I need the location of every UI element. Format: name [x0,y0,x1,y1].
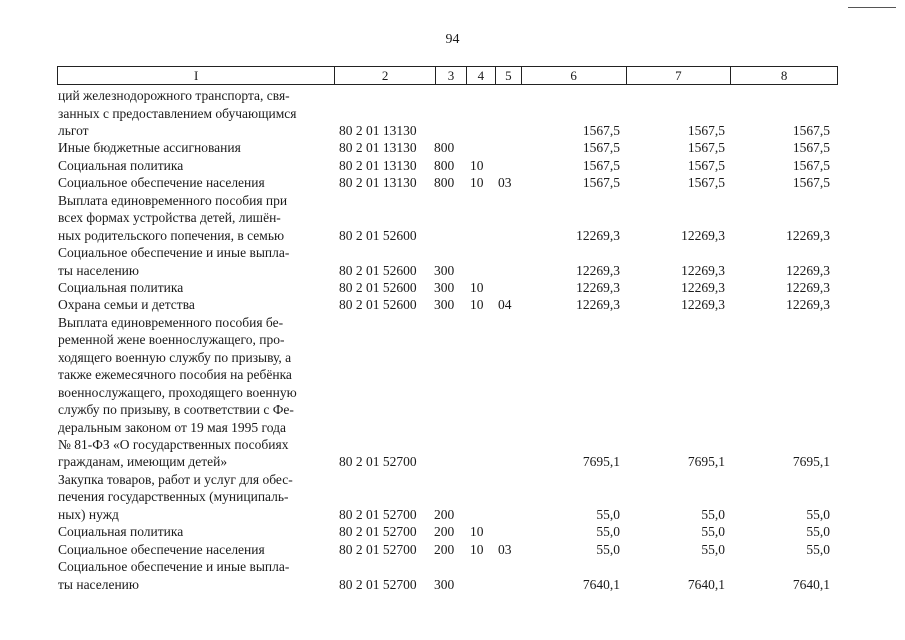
table-row [0,210,905,226]
table-row [0,454,905,470]
row-value-col7: 1567,5 [687,157,725,173]
row-value-col6: 1567,5 [582,122,620,138]
row-value-col6: 1567,5 [582,157,620,173]
row-vr: 800 [434,140,455,156]
table-row [0,193,905,209]
row-description: ты населению [58,262,139,278]
row-value-col7: 12269,3 [681,297,725,313]
row-rz: 10 [470,297,484,313]
row-description: Социальное обеспечение и иные выпла- [58,559,290,575]
table-row [0,559,905,575]
row-value-col7: 7695,1 [687,454,725,470]
table-row [0,263,905,279]
row-description: Закупка товаров, работ и услуг для обес- [58,471,293,487]
row-description: ных родительского попечения, в семью [58,227,285,243]
table-row [0,106,905,122]
row-code: 80 2 01 52600 [339,227,417,243]
row-value-col6: 55,0 [596,541,620,557]
row-code: 80 2 01 52600 [339,297,417,313]
header-col-8: 8 [780,68,788,83]
row-value-col7: 12269,3 [681,227,725,243]
table-row [0,577,905,593]
row-value-col6: 7640,1 [582,576,620,592]
row-value-col8: 12269,3 [786,297,830,313]
row-code: 80 2 01 13130 [339,122,417,138]
table-row [0,123,905,139]
row-description: гражданам, имеющим детей» [58,454,228,470]
row-description: Охрана семьи и детства [58,297,195,313]
header-col-5: 5 [496,67,522,84]
row-description: ты населению [58,576,139,592]
table-row [0,332,905,348]
table-row [0,367,905,383]
row-value-col8: 12269,3 [786,227,830,243]
row-description: ных) нужд [58,506,119,522]
row-pr: 03 [498,175,512,191]
row-vr: 300 [434,576,455,592]
row-vr: 200 [434,506,455,522]
row-value-col8: 55,0 [806,506,830,522]
row-vr: 300 [434,279,455,295]
row-value-col6: 1567,5 [582,140,620,156]
row-pr: 04 [498,297,512,313]
row-value-col7: 55,0 [701,541,725,557]
table-row [0,472,905,488]
row-description: Социальная политика [58,279,184,295]
table-row [0,88,905,104]
row-value-col8: 7695,1 [792,454,830,470]
row-value-col8: 12269,3 [786,262,830,278]
row-description: Социальное обеспечение и иные выпла- [58,245,290,260]
row-code: 80 2 01 13130 [339,140,417,156]
row-value-col7: 55,0 [701,506,725,522]
row-description: всех формах устройства детей, лишён- [58,210,281,226]
table-header [57,66,838,85]
table-row [0,175,905,191]
row-code: 80 2 01 13130 [339,157,417,173]
row-vr: 300 [434,262,455,278]
row-description: № 81-ФЗ «О государственных пособиях [58,437,289,452]
row-vr: 800 [434,157,455,173]
row-rz: 10 [470,279,484,295]
row-code: 80 2 01 52700 [339,576,417,592]
row-value-col7: 55,0 [701,524,725,540]
row-description: Выплата единовременного пособия бе- [58,314,284,330]
row-value-col8: 55,0 [806,541,830,557]
table-row [0,489,905,505]
table-row [0,280,905,296]
row-value-col6: 12269,3 [576,227,620,243]
page-number: 94 [445,32,460,47]
row-value-col8: 7640,1 [792,576,830,592]
table-row [0,350,905,366]
row-value-col7: 1567,5 [687,140,725,156]
table-row [0,385,905,401]
row-value-col8: 55,0 [806,524,830,540]
row-description: деральным законом от 19 мая 1995 года [58,419,286,435]
row-value-col7: 12269,3 [681,262,725,278]
row-description: занных с предоставлением обучающимся [58,105,297,121]
row-value-col8: 1567,5 [792,175,830,191]
table-row [0,402,905,418]
table-row [0,315,905,331]
row-value-col6: 7695,1 [582,454,620,470]
table-row [0,524,905,540]
row-value-col8: 1567,5 [792,157,830,173]
row-description: службу по призыву, в соответствии с Фе- [58,402,294,418]
row-code: 80 2 01 52700 [339,454,417,470]
row-code: 80 2 01 52700 [339,524,417,540]
row-description: Социальное обеспечение населения [58,175,265,191]
row-value-col6: 55,0 [596,524,620,540]
row-description: Иные бюджетные ассигнования [58,140,241,156]
header-col-6: 6 [522,67,627,84]
row-value-col7: 1567,5 [687,122,725,138]
row-description: печения государственных (муниципаль- [58,489,289,505]
row-code: 80 2 01 52700 [339,541,417,557]
row-value-col8: 1567,5 [792,140,830,156]
row-pr: 03 [498,541,512,557]
table-row [0,228,905,244]
table-row [0,507,905,523]
row-description: также ежемесячного пособия на ребёнка [58,367,292,383]
row-value-col7: 7640,1 [687,576,725,592]
row-rz: 10 [470,541,484,557]
row-value-col7: 1567,5 [687,175,725,191]
table-row [0,542,905,558]
row-description: военнослужащего, проходящего военную [58,384,297,400]
row-vr: 200 [434,524,455,540]
row-value-col7: 12269,3 [681,279,725,295]
row-rz: 10 [470,175,484,191]
row-description: Социальная политика [58,157,184,173]
header-col-7: 7 [627,67,732,84]
row-vr: 200 [434,541,455,557]
row-value-col6: 12269,3 [576,262,620,278]
table-row [0,420,905,436]
table-row [0,297,905,313]
row-value-col6: 12269,3 [576,279,620,295]
row-vr: 800 [434,175,455,191]
row-value-col8: 1567,5 [792,122,830,138]
row-description: ций железнодорожного транспорта, свя- [58,88,290,103]
header-col-3: 3 [436,67,467,84]
row-description: ременной жене военнослужащего, про- [58,332,285,348]
row-description: ходящего военную службу по призыву, а [58,349,292,365]
row-code: 80 2 01 52700 [339,506,417,522]
row-description: Социальная политика [58,524,184,540]
row-code: 80 2 01 13130 [339,175,417,191]
row-code: 80 2 01 52600 [339,279,417,295]
table-row [0,140,905,156]
row-rz: 10 [470,524,484,540]
row-value-col6: 12269,3 [576,297,620,313]
row-value-col6: 1567,5 [582,175,620,191]
header-col-2: 2 [335,67,436,84]
header-col-1: I [58,67,335,84]
table-row [0,437,905,453]
row-code: 80 2 01 52600 [339,262,417,278]
header-col-4: 4 [467,67,496,84]
table-row [0,245,905,261]
row-rz: 10 [470,157,484,173]
row-value-col6: 55,0 [596,506,620,522]
row-vr: 300 [434,297,455,313]
corner-line [848,7,896,8]
table-row [0,158,905,174]
row-description: Социальное обеспечение населения [58,541,265,557]
row-description: льгот [58,122,89,138]
row-description: Выплата единовременного пособия при [58,192,288,208]
row-value-col8: 12269,3 [786,279,830,295]
